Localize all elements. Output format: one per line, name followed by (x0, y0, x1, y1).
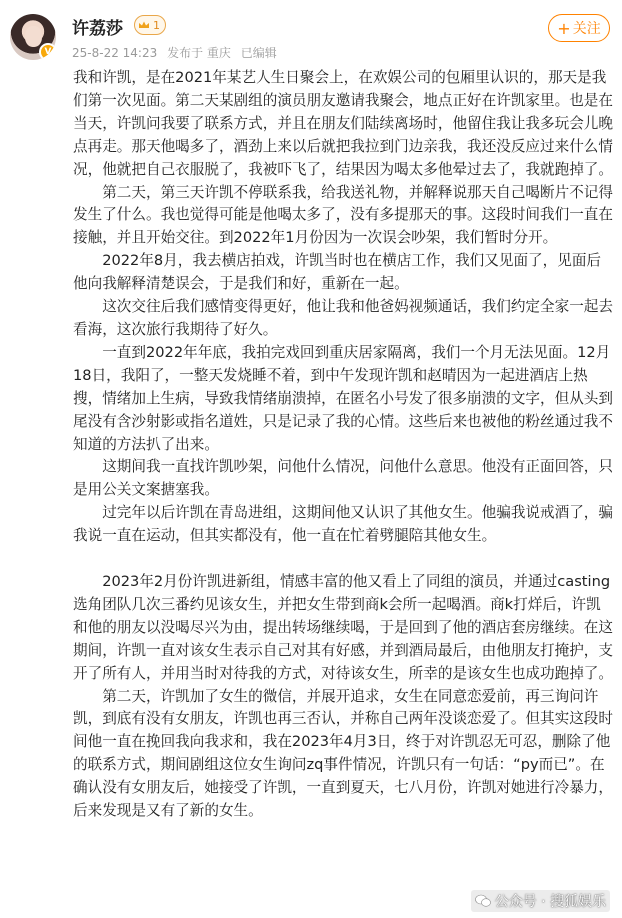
paragraph: 2022年8月，我去横店拍戏，许凯当时也在横店工作，我们又见面了，见面后他向我解释清楚误会，于是我们和好，重新在一起。 (73, 252, 602, 293)
crown-icon (138, 20, 150, 30)
avatar-face (25, 26, 42, 47)
level-number: 1 (153, 18, 160, 32)
paragraph-spacer (73, 548, 613, 571)
post-source: 发布于 重庆 (167, 46, 231, 60)
avatar[interactable] (10, 14, 56, 60)
post-content (73, 67, 613, 823)
paragraph: 2023年2月份许凯进新组，情感丰富的他又看上了同组的演员，并通过casting选角团队几次三番约见该女生，并把女生带到商k会所一起喝酒。商k打烊后，许凯和他的朋友以没喝尽兴为由，提出转场继续喝，于是回到了他的酒店套房继续。在这期间，许凯一直对该女生表示自己对其有好感，并到酒局最后，由他朋友打掩护，支开了所有人，并用当时对待我的方式，对待该女生，所幸的是该女生也成功跑掉了。 (73, 573, 613, 682)
edited-label[interactable]: 已编辑 (240, 46, 277, 60)
paragraph: 我和许凯，是在2021年某艺人生日聚会上，在欢娱公司的包厢里认识的，那天是我们第一次见面。第二天某剧组的演员朋友邀请我聚会，地点正好在许凯家里。也是在当天，许凯问我要了联系方式，并且在朋友们陆续离场时，他留住我让我多玩会儿晚点再走。那天他喝多了，酒劲上来以后就把我拉到门边亲我，我还没反应过来什么情况，他就把自己衣服脱了，我被吓飞了，结果因为喝太多他晕过去了，我就跑掉了。 (73, 69, 613, 178)
follow-label: 关注 (572, 21, 601, 37)
paragraph: 过完年以后许凯在青岛进组，这期间他又认识了其他女生。他骗我说戒酒了，骗我说一直在运动，但其实都没有，他一直在忙着劈腿陪其他女生。 (73, 504, 613, 545)
paragraph: 这次交往后我们感情变得更好，他让我和他爸妈视频通话，我们约定全家一起去看海，这次旅行我期待了好久。 (73, 298, 613, 338)
post-header (0, 0, 622, 64)
wechat-icon (475, 894, 491, 908)
paragraph: 一直到2022年年底，我拍完戏回到重庆居家隔离，我们一个月无法见面。12月18日，我阳了，一整天发烧睡不着，到中午发现许凯和赵晴因为一起进酒店上热搜，情绪加上生病，导致我情绪崩溃掉，在匿名小号发了很多崩溃的文字，但从头到尾没有含沙射影或指名道姓，只是记录了我的心情。这些后来也被他的粉丝通过我不知道的方法扒了出来。 (73, 343, 613, 453)
post-meta (72, 44, 283, 61)
watermark (471, 890, 610, 912)
paragraph: 这期间我一直找许凯吵架，问他什么情况，问他什么意思。他没有正面回答，只是用公关文案搪塞我。 (73, 458, 613, 499)
plus-icon: + (557, 18, 571, 38)
level-badge (134, 15, 166, 35)
paragraph: 第二天，第三天许凯不停联系我，给我送礼物，并解释说那天自己喝断片不记得发生了什么。我也觉得可能是他喝太多了，没有多提那天的事。这段时间我们一直在接触，并且开始交往。到2022年1月份因为一次误会吵架，我们暂时分开。 (73, 183, 613, 247)
verified-badge-icon: V (39, 43, 56, 60)
paragraph: 第二天，许凯加了女生的微信，并展开追求，女生在同意恋爱前，再三询问许凯，到底有没有女朋友，许凯也再三否认，并称自己两年没谈恋爱了。但其实这段时间他一直在挽回我向我求和，我在2023年4月3日，终于对许凯忍无可忍，删除了他的联系方式，期间剧组这位女生询问zq事件情况，许凯只有一句话：“py而已”。在确认没有女朋友后，她接受了许凯，一直到夏天，七八月份，许凯对她进行冷暴力，后来发现是又有了新的女生。 (73, 687, 613, 820)
watermark-text: 公众号 · 搜狐娱乐 (494, 894, 606, 910)
author-name[interactable]: 许荔莎 (72, 19, 123, 39)
post-date: 25-8-22 14:23 (72, 46, 158, 60)
follow-button[interactable] (548, 14, 610, 42)
